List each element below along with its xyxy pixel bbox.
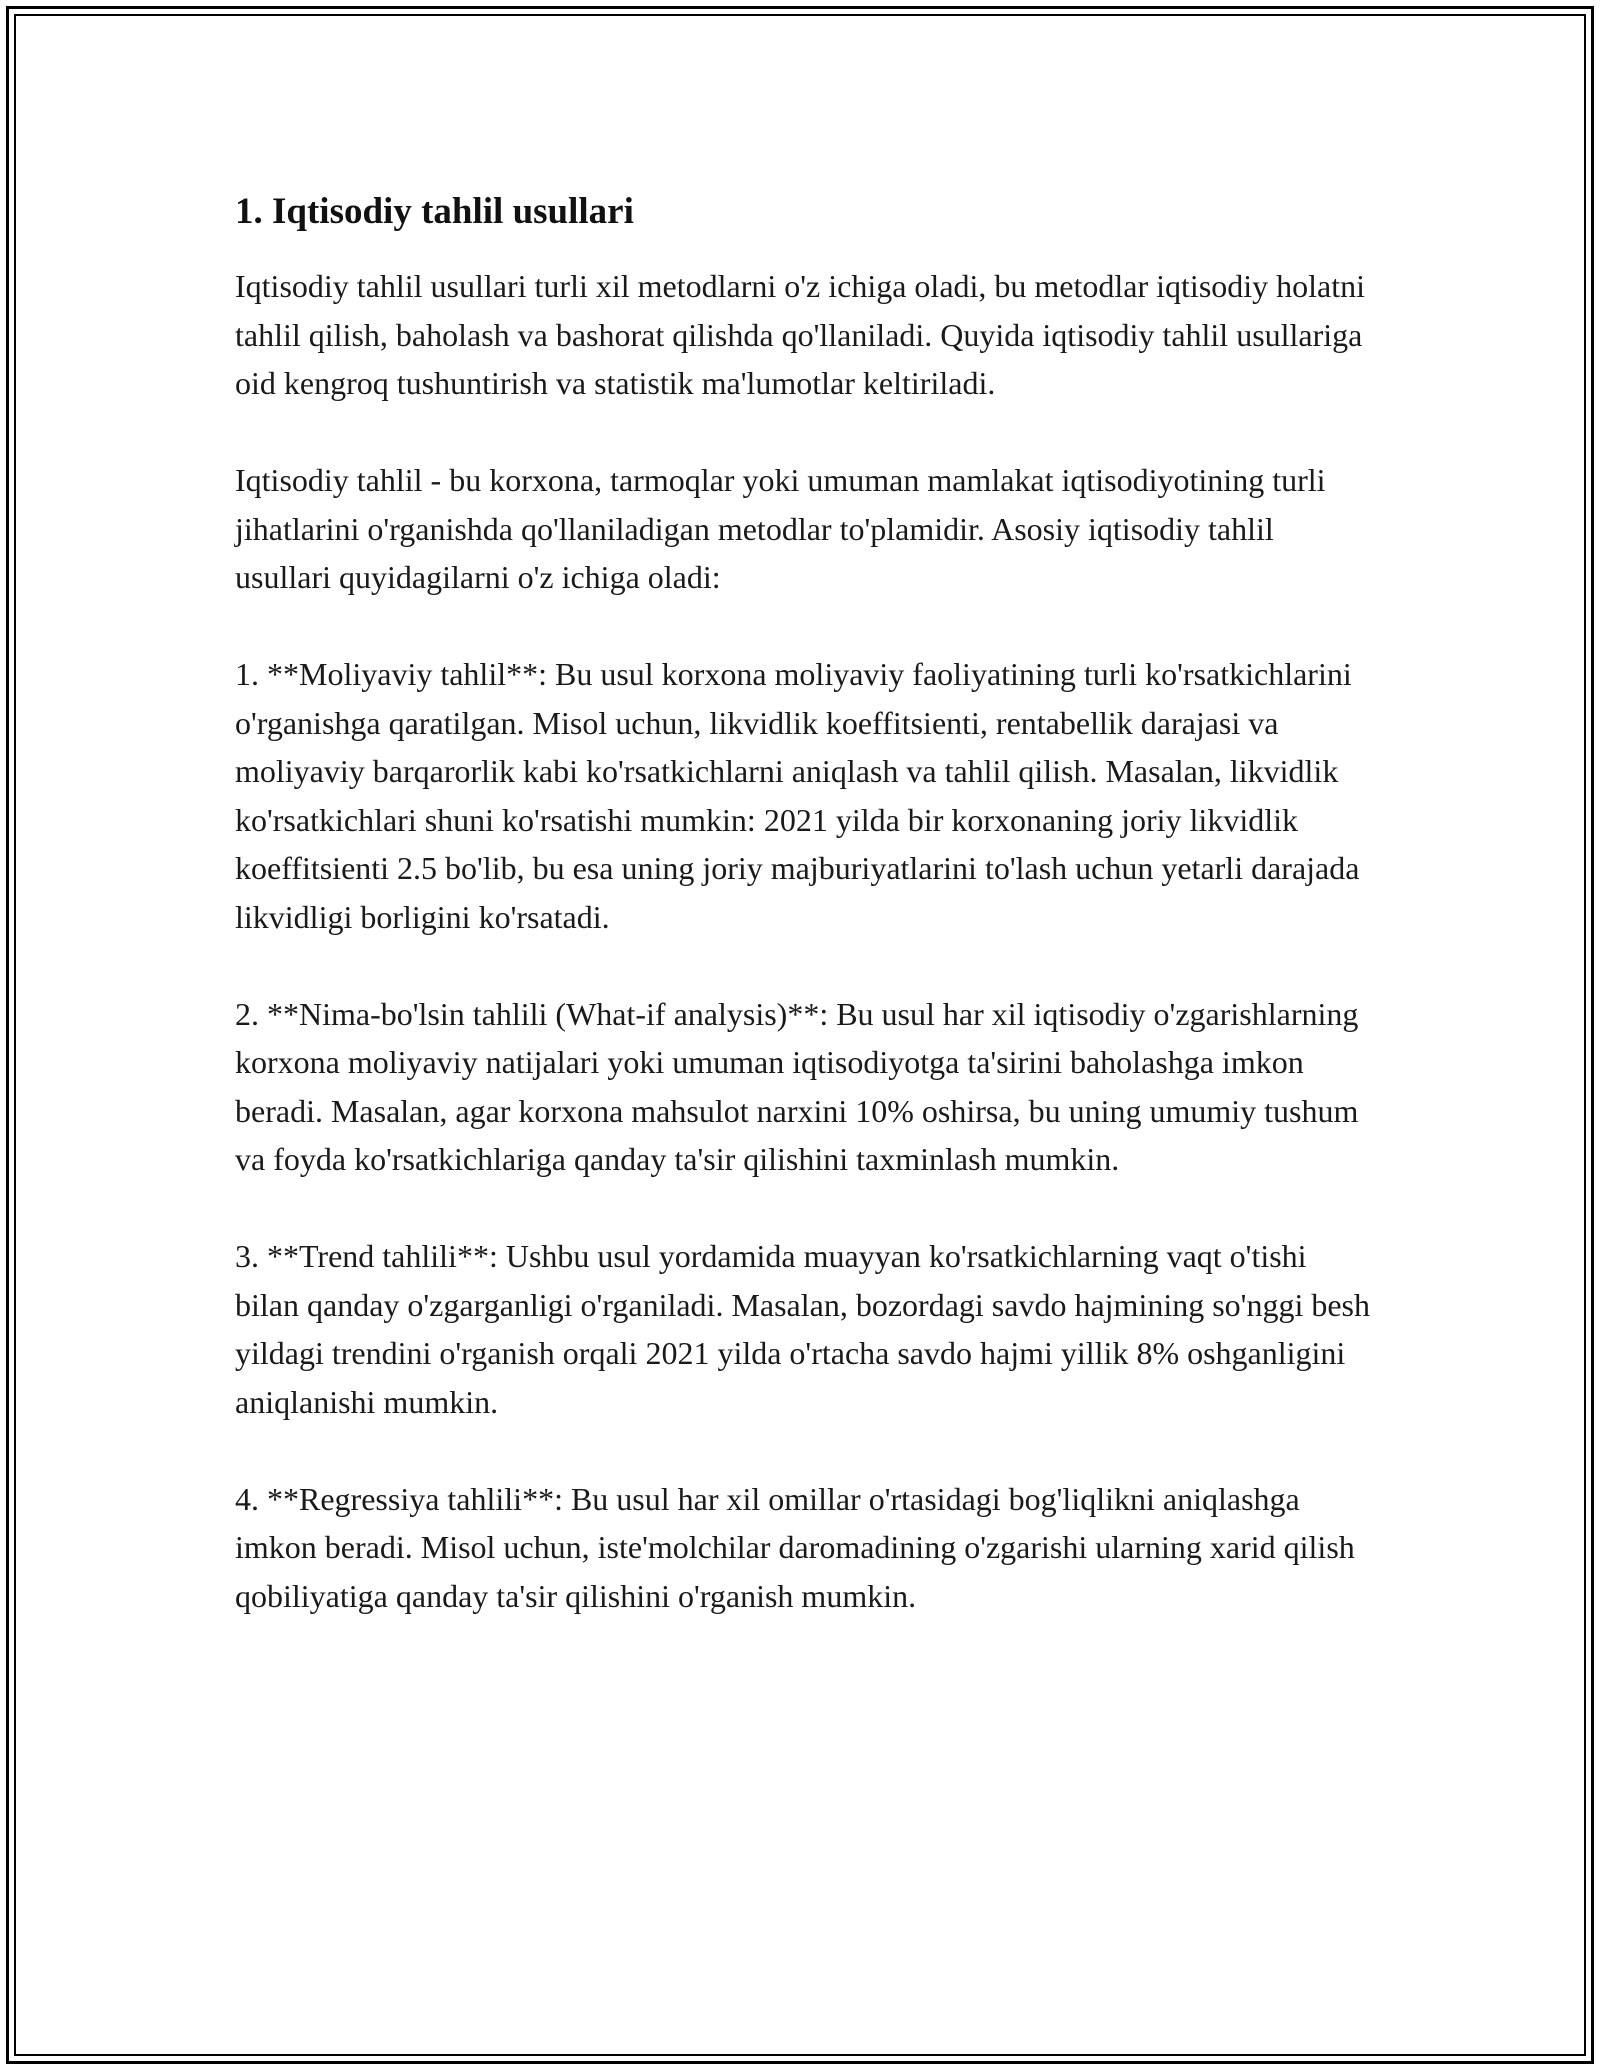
section-title: 1. Iqtisodiy tahlil usullari bbox=[235, 191, 634, 232]
paragraph-trend-analysis: 3. **Trend tahlili**: Ushbu usul yordamida muayyan ko'rsatkichlarning vaqt o'tishi bilan qanday o'zgarganligi o'rganiladi. Masalan, bozordagi savdo hajmining so'nggi besh yildagi trendini o'rganish orqali 2021 yilda o'rtacha savdo hajmi yillik 8% oshganligini aniqlanishi mumkin. bbox=[235, 1238, 1370, 1420]
document-body bbox=[235, 188, 1375, 1669]
paragraph-financial-analysis: 1. **Moliyaviy tahlil**: Bu usul korxona moliyaviy faoliyatining turli ko'rsatkichlarini o'rganishga qaratilgan. Misol uchun, likvidlik koeffitsienti, rentabellik darajasi va moliyaviy barqarorlik kabi ko'rsatkichlarni aniqlash va tahlil qilish. Masalan, likvidlik ko'rsatkichlari shuni ko'rsatishi mumkin: 2021 yilda bir korxonaning joriy likvidlik koeffitsienti 2.5 bo'lib, bu esa uning joriy majburiyatlarini to'lash uchun yetarli darajada likvidligi borligini ko'rsatadi. bbox=[235, 656, 1360, 935]
paragraph-intro: Iqtisodiy tahlil usullari turli xil metodlarni o'z ichiga oladi, bu metodlar iqtisodiy holatni tahlil qilish, baholash va bashorat qilishda qo'llaniladi. Quyida iqtisodiy tahlil usullariga oid kengroq tushuntirish va statistik ma'lumotlar keltiriladi. bbox=[235, 268, 1366, 402]
paragraph-what-if-analysis: 2. **Nima-bo'lsin tahlili (What-if analysis)**: Bu usul har xil iqtisodiy o'zgarishlarning korxona moliyaviy natijalari yoki umuman iqtisodiyotga ta'sirini baholashga imkon beradi. Masalan, agar korxona mahsulot narxini 10% oshirsa, bu uning umumiy tushum va foyda ko'rsatkichlariga qanday ta'sir qilishini taxminlash mumkin. bbox=[235, 995, 1359, 1178]
paragraph-definition: Iqtisodiy tahlil - bu korxona, tarmoqlar yoki umuman mamlakat iqtisodiyotining turli jihatlarini o'rganishda qo'llaniladigan metodlar to'plamidir. Asosiy iqtisodiy tahlil usullari quyidagilarni o'z ichiga oladi: bbox=[235, 462, 1326, 596]
paragraph-regression-analysis: 4. **Regressiya tahlili**: Bu usul har xil omillar o'rtasidagi bog'liqlikni aniqlashga imkon beradi. Misol uchun, iste'molchilar daromadining o'zgarishi ularning xarid qilish qobiliyatiga qanday ta'sir qilishini o'rganish mumkin. bbox=[235, 1480, 1355, 1614]
